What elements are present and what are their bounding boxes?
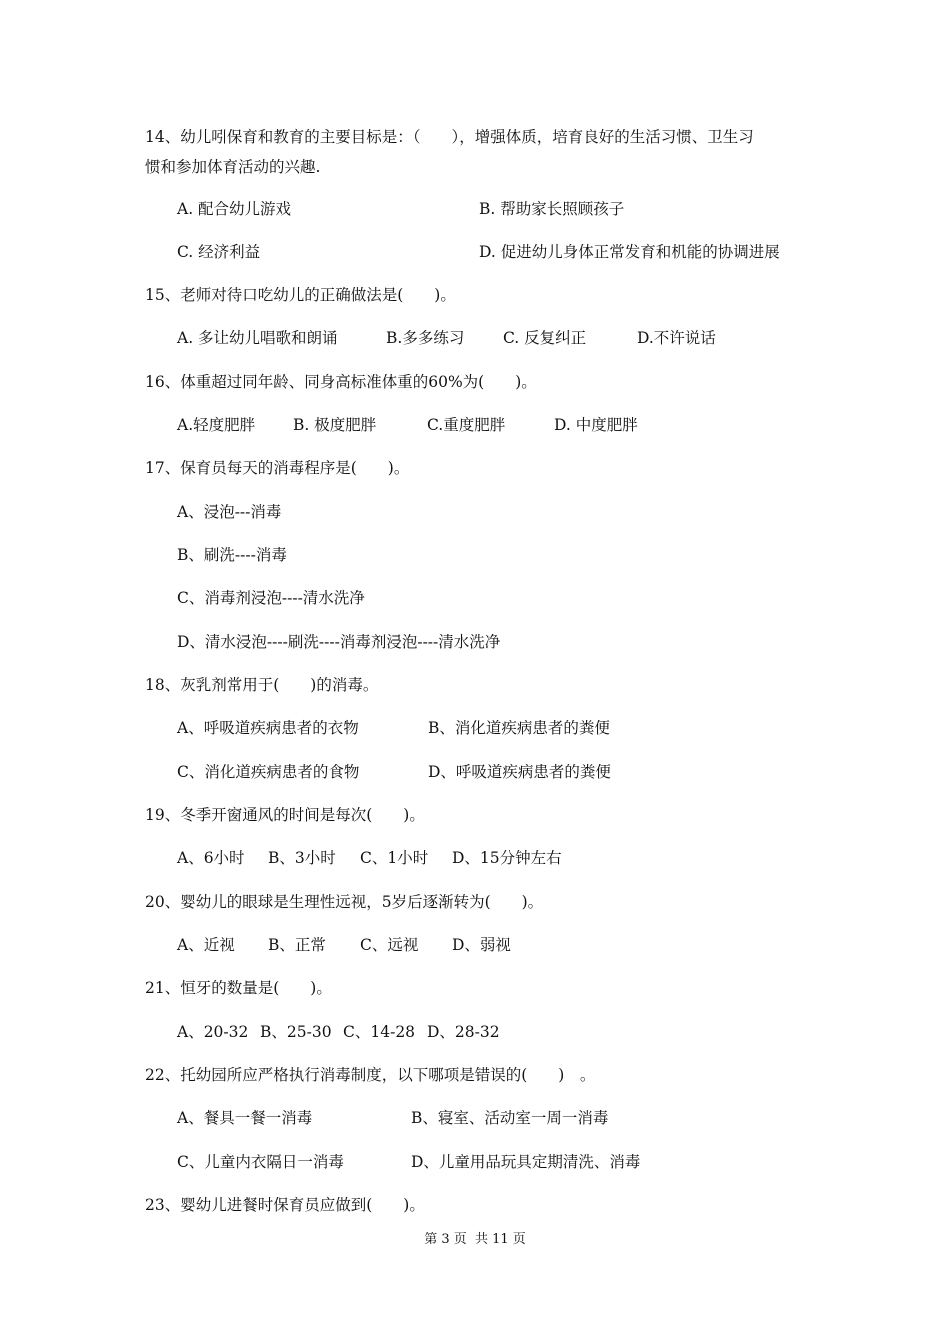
question-21-stem: 21、恒牙的数量是( )。 — [145, 979, 332, 997]
question-19-option-c: C、1小时 — [360, 849, 429, 867]
question-19-option-d: D、15分钟左右 — [452, 849, 562, 867]
question-15-option-b: B.多多练习 — [386, 329, 465, 347]
question-20-option-d: D、弱视 — [452, 936, 511, 954]
question-17-option-b: B、刷洗----消毒 — [177, 546, 287, 564]
question-18-option-a: A、呼吸道疾病患者的衣物 — [177, 719, 359, 737]
question-20-option-c: C、远视 — [360, 936, 419, 954]
question-16-option-d: D. 中度肥胖 — [554, 416, 638, 434]
question-18-stem: 18、灰乳剂常用于( )的消毒。 — [145, 676, 379, 694]
question-19-option-b: B、3小时 — [268, 849, 336, 867]
question-14-option-d: D. 促进幼儿身体正常发育和机能的协调进展 — [479, 243, 780, 261]
question-22-option-b: B、寝室、活动室一周一消毒 — [411, 1109, 609, 1127]
question-15-option-d: D.不许说话 — [637, 329, 716, 347]
question-21-option-d: D、28-32 — [427, 1023, 500, 1041]
question-21-option-a: A、20-32 — [177, 1023, 249, 1041]
question-15-option-a: A. 多让幼儿唱歌和朗诵 — [177, 329, 338, 347]
question-14-line-1: 14、幼儿吲保育和教育的主要目标是：（ ），增强体质，培育良好的生活习惯、卫生习 — [145, 128, 754, 146]
question-16-stem: 16、体重超过同年龄、同身高标准体重的60%为( )。 — [145, 373, 537, 391]
question-21-option-c: C、14-28 — [343, 1023, 416, 1041]
question-17-stem: 17、保育员每天的消毒程序是( )。 — [145, 459, 410, 477]
question-19-stem: 19、冬季开窗通风的时间是每次( )。 — [145, 806, 425, 824]
question-20-stem: 20、婴幼儿的眼球是生理性远视，5岁后逐渐转为( )。 — [145, 893, 544, 911]
question-20-option-b: B、正常 — [268, 936, 326, 954]
question-15-option-c: C. 反复纠正 — [503, 329, 587, 347]
question-15-stem: 15、老师对待口吃幼儿的正确做法是( )。 — [145, 286, 456, 304]
question-17-option-d: D、清水浸泡----刷洗----消毒剂浸泡----清水洗净 — [177, 633, 501, 651]
question-20-option-a: A、近视 — [177, 936, 235, 954]
question-22-option-c: C、儿童内衣隔日一消毒 — [177, 1153, 344, 1171]
question-14-option-b: B. 帮助家长照顾孩子 — [479, 200, 625, 218]
question-21-option-b: B、25-30 — [260, 1023, 332, 1041]
question-16-option-a: A.轻度肥胖 — [177, 416, 256, 434]
question-14-option-c: C. 经济利益 — [177, 243, 261, 261]
question-19-option-a: A、6小时 — [177, 849, 245, 867]
question-16-option-b: B. 极度肥胖 — [293, 416, 377, 434]
question-23-stem: 23、婴幼儿进餐时保育员应做到( )。 — [145, 1196, 425, 1214]
question-22-option-a: A、餐具一餐一消毒 — [177, 1109, 313, 1127]
question-17-option-c: C、消毒剂浸泡----清水洗净 — [177, 589, 365, 607]
question-18-option-b: B、消化道疾病患者的粪便 — [428, 719, 610, 737]
question-22-option-d: D、儿童用品玩具定期清洗、消毒 — [411, 1153, 641, 1171]
question-17-option-a: A、浸泡---消毒 — [177, 503, 282, 521]
page-footer: 第 3 页 共 11 页 — [424, 1232, 526, 1247]
question-18-option-d: D、呼吸道疾病患者的粪便 — [428, 763, 611, 781]
question-22-stem: 22、托幼园所应严格执行消毒制度，以下哪项是错误的( ) 。 — [145, 1066, 596, 1084]
question-14-line-2: 惯和参加体育活动的兴趣. — [145, 158, 321, 176]
question-14-option-a: A. 配合幼儿游戏 — [177, 200, 292, 218]
question-18-option-c: C、消化道疾病患者的食物 — [177, 763, 360, 781]
question-16-option-c: C.重度肥胖 — [427, 416, 506, 434]
